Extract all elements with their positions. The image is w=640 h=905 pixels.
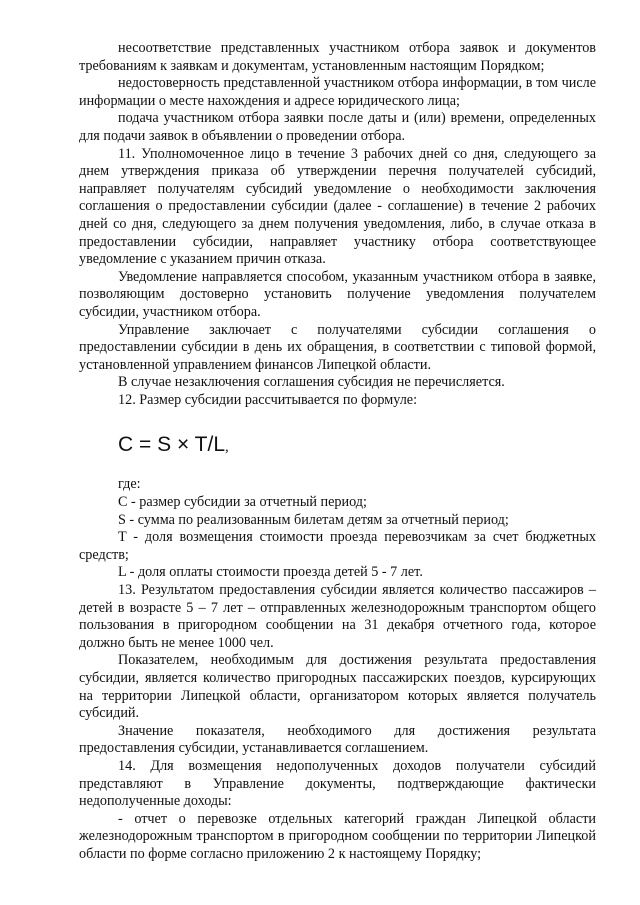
paragraph: Значение показателя, необходимого для достижения результата предоставления субсидии, устанавливается соглашением. <box>79 722 596 757</box>
definitions-intro: где: <box>118 476 141 493</box>
subsidy-formula <box>118 431 596 476</box>
paragraph-item-14: 14. Для возмещения недополученных доходов получатели субсидий представляют в Управление документы, подтверждающие фактически недополученные доходы: <box>79 757 596 810</box>
document-page <box>79 40 596 864</box>
definition-c: C - размер субсидии за отчетный период; <box>118 494 367 511</box>
paragraph-item-11: 11. Уполномоченное лицо в течение 3 рабочих дней со дня, следующего за днем утверждения приказа об утверждении перечня получателей субсидий, направляет получателям субсидий уведомление о необходимости заключения соглашения о предоставлении субсидии (далее - соглашение) в течение 2 рабочих дней со дня, следующего за днем получения уведомления, либо, в случае отказа в предоставлении субсидии, направляет участнику отбора соответствующее уведомление с указанием причин отказа. <box>79 145 596 268</box>
paragraph: несоответствие представленных участником отбора заявок и документов требованиям к заявкам и документам, установленным настоящим Порядком; <box>79 40 596 74</box>
paragraph-item-13: 13. Результатом предоставления субсидии является количество пассажиров – детей в возрасте 5 – 7 лет – отправленных железнодорожным транспортом общего пользования в пригородном сообщении на 31 декабря отчетного года, которое должно быть не менее 1000 чел. <box>79 582 596 651</box>
paragraph-item-12: 12. Размер субсидии рассчитывается по формуле: <box>118 391 418 408</box>
paragraph: - отчет о перевозке отдельных категорий граждан Липецкой области железнодорожным транспортом в пригородном сообщении по территории Липецкой области по форме согласно приложению 2 к настоящему Порядку; <box>79 810 596 862</box>
paragraph: Уведомление направляется способом, указанным участником отбора в заявке, позволяющим достоверно установить получение уведомления получателем субсидии, участником отбора. <box>79 268 596 320</box>
paragraph: Показателем, необходимым для достижения результата предоставления субсидии, является количество пригородных пассажирских поездов, курсирующих на территории Липецкой области, организатором которых является получатель субсидий. <box>79 652 596 722</box>
formula-expression: C = S × T/L <box>118 433 225 457</box>
definition-t: T - доля возмещения стоимости проезда перевозчикам за счет бюджетных средств; <box>79 529 596 563</box>
definition-l: L - доля оплаты стоимости проезда детей 5 - 7 лет. <box>118 564 423 581</box>
paragraph: подача участником отбора заявки после даты и (или) времени, определенных для подачи заявок в объявлении о проведении отбора. <box>79 110 596 144</box>
paragraph: Управление заключает с получателями субсидии соглашения о предоставлении субсидии в день их обращения, в соответствии с типовой формой, установленной управлением финансов Липецкой области. <box>79 321 596 373</box>
paragraph: недостоверность представленной участником отбора информации, в том числе информации о месте нахождения и адресе юридического лица; <box>79 75 596 109</box>
paragraph: В случае незаключения соглашения субсидия не перечисляется. <box>118 374 505 391</box>
formula-comma: , <box>225 439 229 456</box>
definition-s: S - сумма по реализованным билетам детям за отчетный период; <box>118 511 509 528</box>
